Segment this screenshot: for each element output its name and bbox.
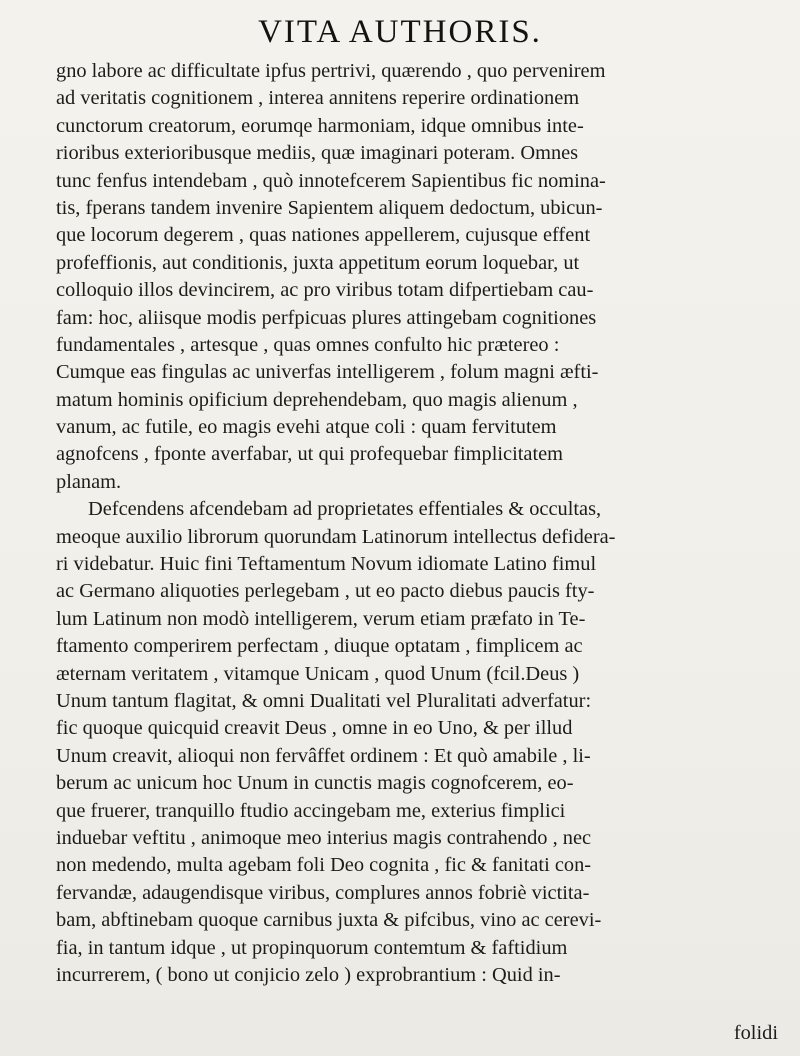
text-line: vanum, ac futile, eo magis evehi atque coli : quam fervitutem (56, 416, 557, 439)
text-line: fia, in tantum idque , ut propinquorum contemtum & faftidium (56, 936, 568, 959)
text-line: bam, abftinebam quoque carnibus juxta & pifcibus, vino ac cerevi- (56, 909, 602, 932)
text-line: æternam veritatem , vitamque Unicam , quod Unum (fcil.Deus ) (56, 662, 580, 685)
text-line: agnofcens , fponte averfabar, ut qui profequebar fimplicitatem (56, 443, 564, 466)
text-line: colloquio illos devincirem, ac pro viribus totam difpertiebam cau- (56, 279, 594, 302)
text-line: non medendo, multa agebam foli Deo cognita , fic & fanitati con- (56, 854, 592, 877)
text-line: berum ac unicum hoc Unum in cunctis magis cognofcerem, eo- (56, 772, 574, 795)
text-line: fic quoque quicquid creavit Deus , omne in eo Uno, & per illud (56, 717, 573, 740)
text-line: fundamentales , artesque , quas omnes confulto hic prætereo : (56, 333, 560, 356)
paragraph-start-line: Defcendens afcendebam ad proprietates effentiales & occultas, (88, 498, 602, 521)
text-line: ac Germano aliquoties perlegebam , ut eo pacto diebus paucis fty- (56, 580, 595, 603)
text-line: incurrerem, ( bono ut conjicio zelo ) exprobrantium : Quid in- (56, 963, 561, 986)
page-title: VITA AUTHORIS. (258, 14, 542, 50)
text-line: tunc fenfus intendebam , quò innotefcerem Sapientibus fic nomina- (56, 169, 606, 192)
text-line: Unum tantum flagitat, & omni Dualitati vel Pluralitati adverfatur: (56, 689, 592, 712)
text-line: ftamento comperirem perfectam , diuque optatam , fimplicem ac (56, 635, 583, 658)
text-line: gno labore ac difficultate ipfus pertrivi, quærendo , quo pervenirem (56, 60, 606, 82)
text-line: planam. (56, 470, 122, 493)
text-line: Unum creavit, alioqui non fervâffet ordinem : Et quò amabile , li- (56, 744, 591, 767)
text-line: que locorum degerem , quas nationes appellerem, cujusque effent (56, 224, 591, 247)
text-line: lum Latinum non modò intelligerem, verum etiam præfato in Te- (56, 607, 586, 630)
catchword: folidi (733, 1022, 778, 1044)
text-line: cunctorum creatorum, eorumqe harmoniam, idque omnibus inte- (56, 114, 584, 137)
text-line: Cumque eas fingulas ac univerfas intelligerem , folum magni æfti- (56, 361, 599, 384)
text-line: fervandæ, adaugendisque viribus, complures annos fobriè victita- (56, 881, 590, 904)
text-line: meoque auxilio librorum quorundam Latinorum intellectus defidera- (56, 525, 616, 548)
text-line: ri videbatur. Huic fini Teftamentum Novum idiomate Latino fimul (56, 553, 597, 576)
text-line: que fruerer, tranquillo ftudio accingebam me, exterius fimplici (56, 799, 566, 822)
text-line: profeffionis, aut conditionis, juxta appetitum eorum loquebar, ut (56, 251, 580, 274)
body-text (56, 58, 778, 989)
text-line: fam: hoc, aliisque modis perfpicuas plures attingebam cognitiones (56, 306, 597, 329)
text-line: rioribus exterioribusque mediis, quæ imaginari poteram. Omnes (56, 142, 579, 165)
text-line: induebar veftitu , animoque meo interius magis contrahendo , nec (56, 826, 592, 849)
text-line: matum hominis opificium deprehendebam, quo magis alienum , (56, 388, 578, 411)
text-line: tis, fperans tandem invenire Sapientem aliquem dedoctum, ubicun- (56, 196, 603, 219)
text-line: ad veritatis cognitionem , interea annitens reperire ordinationem (56, 87, 580, 110)
